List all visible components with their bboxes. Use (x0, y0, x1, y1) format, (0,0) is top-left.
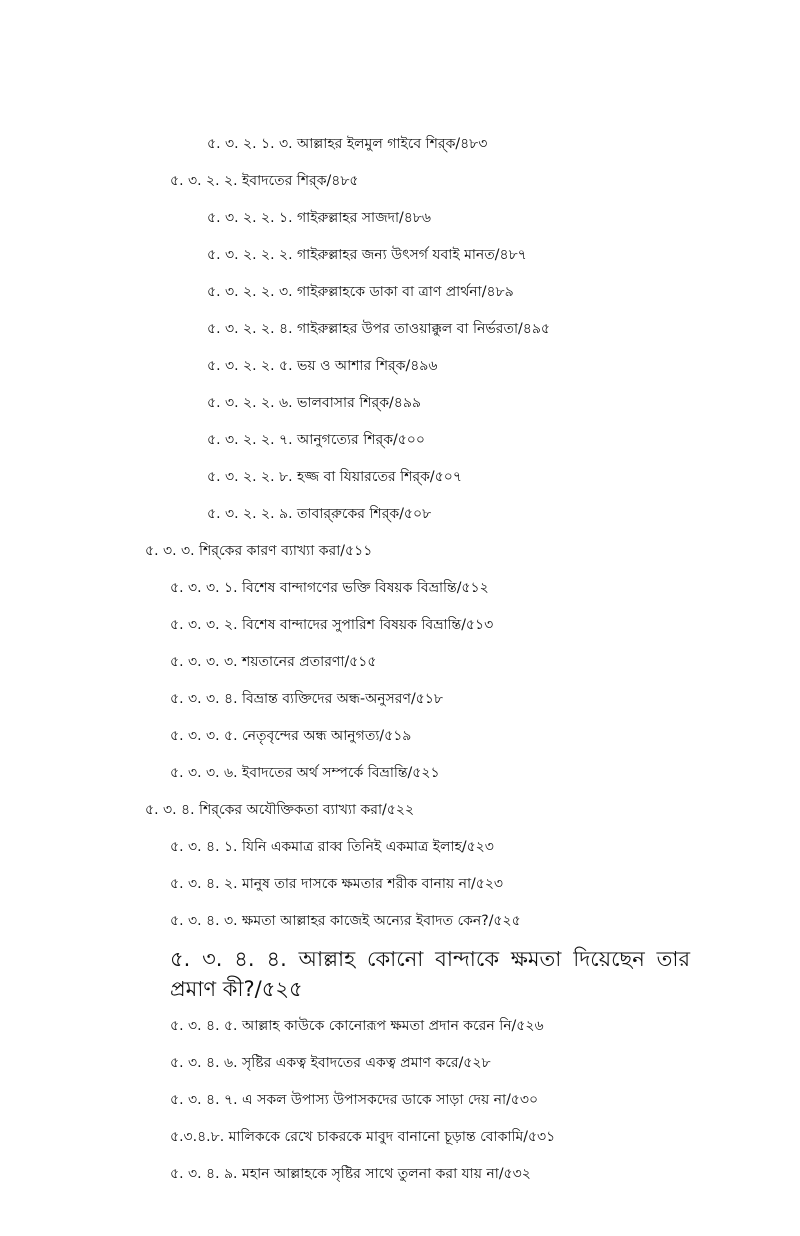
toc-entry: ৫. ৩. ৩. ৬. ইবাদতের অর্থ সম্পর্কে বিভ্রান্তি/৫২১ (170, 765, 440, 781)
toc-entry: ৫. ৩. ৩. শির্‌কের কারণ ব্যাখ্যা করা/৫১১ (145, 543, 373, 559)
toc-entry: ৫. ৩. ২. ২. ১. গাইরুল্লাহর সাজদা/৪৮৬ (207, 210, 431, 226)
toc-entry: ৫. ৩. ২. ২. ২. গাইরুল্লাহর জন্য উৎসর্গ যবাই মানত/৪৮৭ (207, 247, 527, 263)
toc-entry: ৫.৩.৪.৮. মালিককে রেখে চাকরকে মাবুদ বানানো চূড়ান্ত বোকামি/৫৩১ (170, 1129, 556, 1145)
toc-entry: ৫. ৩. ৪. ৪. আল্লাহ কোনো বান্দাকে ক্ষমতা দিয়েছেন তার প্রমাণ কী?/৫২৫ (170, 947, 690, 1001)
toc-entry: ৫. ৩. ৪. ৩. ক্ষমতা আল্লাহর কাজেই অন্যের ইবাদত কেন?/৫২৫ (170, 913, 521, 929)
toc-entry: ৫. ৩. ৪. ৫. আল্লাহ কাউকে কোনোরূপ ক্ষমতা প্রদান করেন নি/৫২৬ (170, 1018, 544, 1034)
toc-entry: ৫. ৩. ৩. ১. বিশেষ বান্দাগণের ভক্তি বিষয়ক বিভ্রান্তি/৫১২ (170, 580, 489, 596)
table-of-contents (0, 126, 800, 1193)
toc-entry: ৫. ৩. ৩. ৩. শয়তানের প্রতারণা/৫১৫ (170, 654, 377, 670)
toc-entry: ৫. ৩. ২. ২. ৪. গাইরুল্লাহর উপর তাওয়াক্কুল বা নির্ভরতা/৪৯৫ (207, 321, 551, 337)
toc-entry: ৫. ৩. ২. ২. ৫. ভয় ও আশার শির্‌ক/৪৯৬ (207, 358, 438, 374)
toc-entry: ৫. ৩. ৪. ১. যিনি একমাত্র রাব্ব তিনিই একমাত্র ইলাহ/৫২৩ (170, 839, 494, 855)
toc-entry: ৫. ৩. ২. ২. ৬. ভালবাসার শির্‌ক/৪৯৯ (207, 395, 421, 411)
toc-entry: ৫. ৩. ২. ২. ৭. আনুগত্যের শির্‌ক/৫০০ (207, 432, 425, 448)
toc-entry: ৫. ৩. ৪. শির্‌কের অযৌক্তিকতা ব্যাখ্যা করা/৫২২ (145, 802, 415, 818)
toc-entry: ৫. ৩. ৪. ৭. এ সকল উপাস্য উপাসকদের ডাকে সাড়া দেয় না/৫৩০ (170, 1092, 539, 1108)
toc-entry: ৫. ৩. ২. ২. ৯. তাবার্‌রুকের শির্‌ক/৫০৮ (207, 506, 432, 522)
toc-entry: ৫. ৩. ৪. ২. মানুষ তার দাসকে ক্ষমতার শরীক বানায় না/৫২৩ (170, 876, 504, 892)
toc-entry: ৫. ৩. ২. ২. ৩. গাইরুল্লাহকে ডাকা বা ত্রাণ প্রার্থনা/৪৮৯ (207, 284, 514, 300)
toc-entry: ৫. ৩. ৩. ৪. বিভ্রান্ত ব্যক্তিদের অন্ধ-অনুসরণ/৫১৮ (170, 691, 443, 707)
toc-entry: ৫. ৩. ২. ১. ৩. আল্লাহর ইলমুল গাইবে শির্‌ক/৪৮৩ (207, 136, 488, 152)
toc-entry: ৫. ৩. ৪. ৬. সৃষ্টির একত্ব ইবাদতের একত্ব প্রমাণ করে/৫২৮ (170, 1055, 491, 1071)
toc-entry: ৫. ৩. ৩. ৫. নেতৃবৃন্দের অন্ধ আনুগত্য/৫১৯ (170, 728, 412, 744)
toc-entry: ৫. ৩. ২. ২. ৮. হজ্জ বা যিয়ারতের শির্‌ক/৫০৭ (207, 469, 462, 485)
toc-entry: ৫. ৩. ৪. ৯. মহান আল্লাহকে সৃষ্টির সাথে তুলনা করা যায় না/৫৩২ (170, 1166, 531, 1182)
toc-entry: ৫. ৩. ৩. ২. বিশেষ বান্দাদের সুপারিশ বিষয়ক বিভ্রান্তি/৫১৩ (170, 617, 494, 633)
toc-entry: ৫. ৩. ২. ২. ইবাদতের শির্‌ক/৪৮৫ (170, 173, 359, 189)
